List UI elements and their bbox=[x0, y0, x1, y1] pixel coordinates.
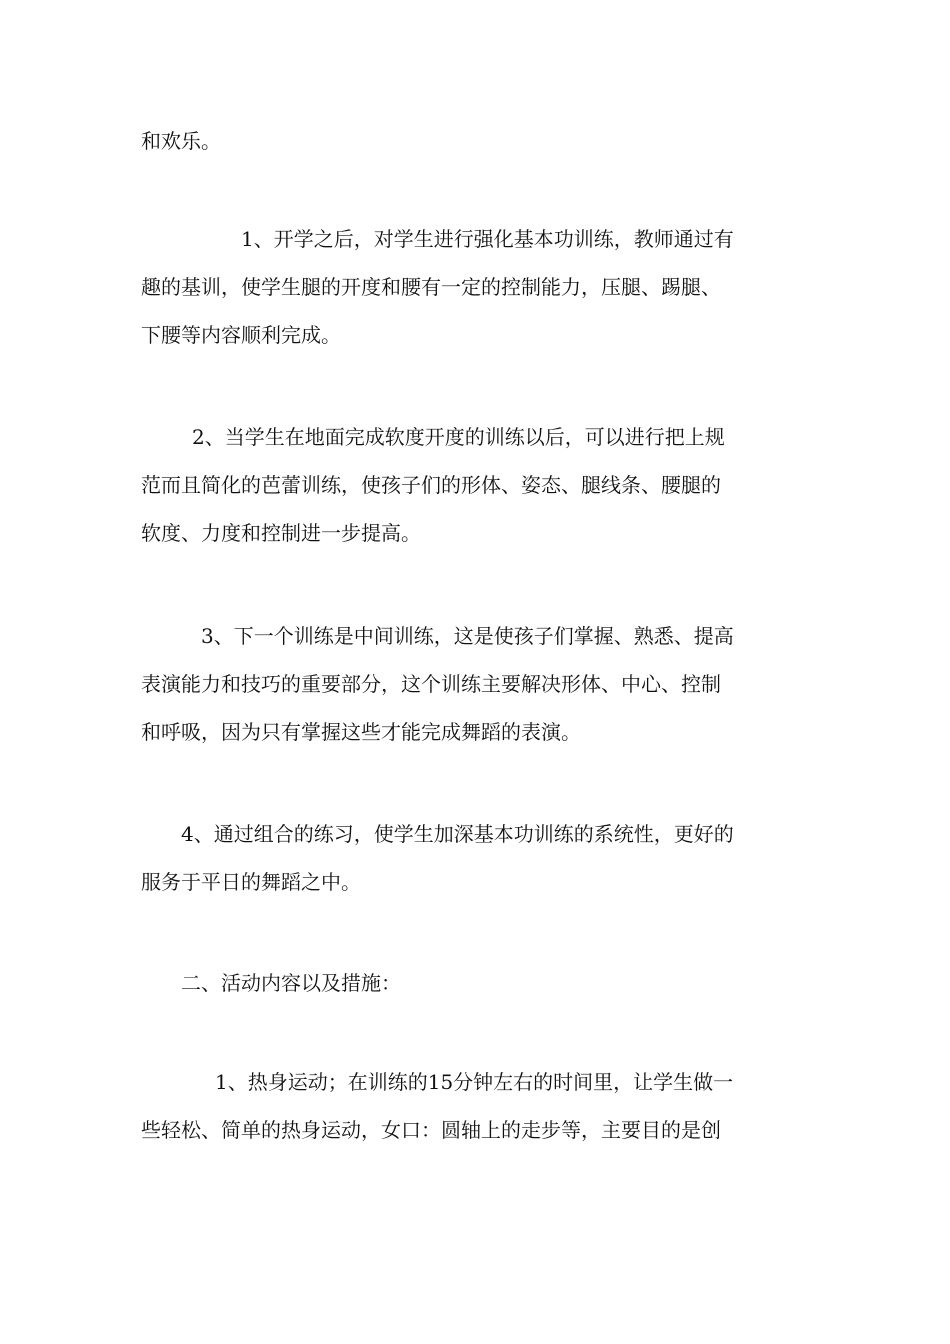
paragraph-measure-1 bbox=[141, 1058, 821, 1154]
text-line: 表演能力和技巧的重要部分，这个训练主要解决形体、中心、控制 bbox=[141, 672, 721, 696]
paragraph-continuation bbox=[141, 117, 821, 165]
text-line: 2、当学生在地面完成软度开度的训练以后，可以进行把上规 bbox=[192, 425, 725, 449]
paragraph-item-4 bbox=[141, 810, 821, 906]
paragraph-item-1 bbox=[141, 215, 821, 359]
text-line: 趣的基训，使学生腿的开度和腰有一定的控制能力，压腿、踢腿、 bbox=[141, 275, 721, 299]
text-line: 服务于平日的舞蹈之中。 bbox=[141, 870, 361, 894]
text-line: 些轻松、简单的热身运动，女口：圆轴上的走步等，主要目的是创 bbox=[141, 1118, 721, 1142]
text-line: 3、下一个训练是中间训练，这是使孩子们掌握、熟悉、提高 bbox=[201, 624, 734, 648]
text-line: 1、热身运动；在训练的15分钟左右的时间里，让学生做一 bbox=[215, 1070, 734, 1094]
paragraph-item-2 bbox=[141, 413, 821, 557]
text-line: 和呼吸，因为只有掌握这些才能完成舞蹈的表演。 bbox=[141, 720, 581, 744]
text-line: 软度、力度和控制进一步提高。 bbox=[141, 521, 421, 545]
text-line: 下腰等内容顺利完成。 bbox=[141, 323, 341, 347]
section-heading bbox=[141, 959, 821, 1007]
text-line: 1、开学之后，对学生进行强化基本功训练，教师通过有 bbox=[241, 227, 734, 251]
text-line: 和欢乐。 bbox=[141, 129, 221, 153]
text-line: 范而且简化的芭蕾训练，使孩子们的形体、姿态、腿线条、腰腿的 bbox=[141, 473, 721, 497]
paragraph-item-3 bbox=[141, 612, 821, 756]
text-line: 4、通过组合的练习，使学生加深基本功训练的系统性，更好的 bbox=[181, 822, 734, 846]
text-line: 二、活动内容以及措施： bbox=[181, 971, 401, 995]
